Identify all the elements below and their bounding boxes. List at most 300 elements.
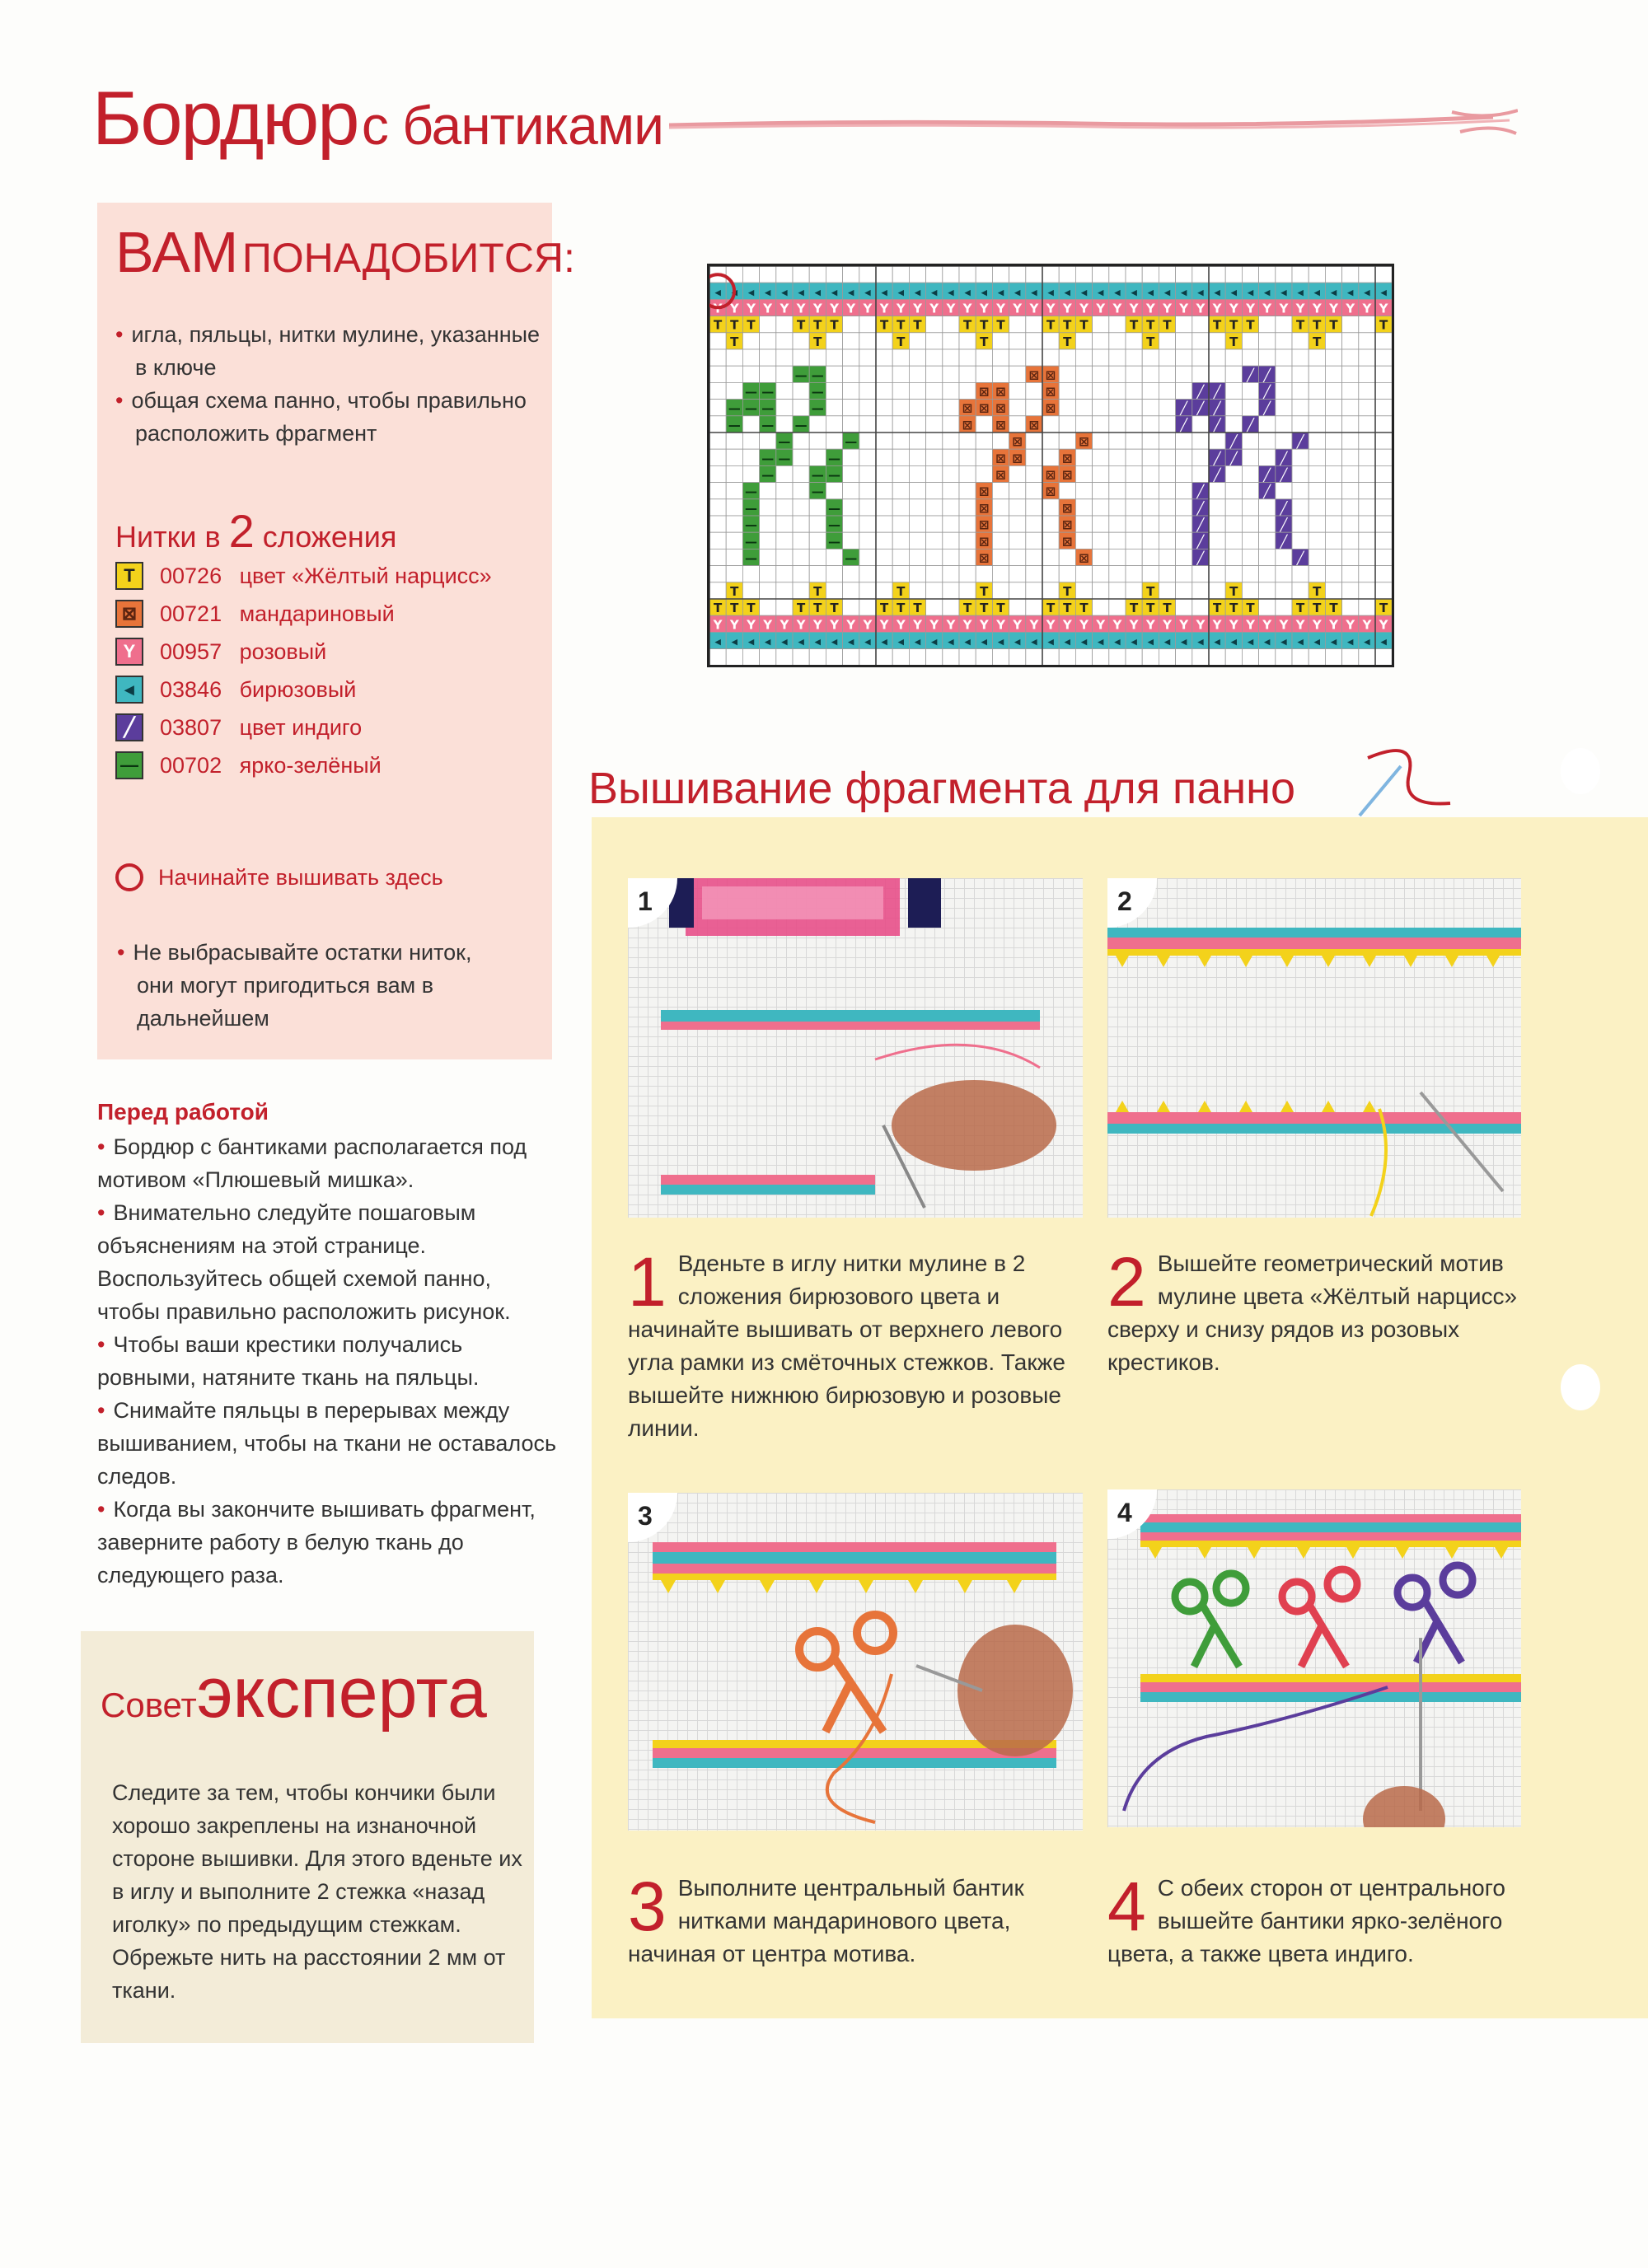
chart-cell bbox=[1276, 649, 1292, 665]
chart-symbol: Y bbox=[1379, 301, 1388, 316]
chart-symbol: Y bbox=[1163, 301, 1172, 316]
chart-cell bbox=[1342, 400, 1359, 416]
chart-symbol: ◂ bbox=[1280, 284, 1287, 300]
chart-cell bbox=[892, 483, 909, 499]
chart-cell bbox=[1176, 532, 1192, 549]
chart-cell bbox=[876, 582, 892, 599]
chart-cell bbox=[1093, 566, 1109, 582]
chart-symbol: T bbox=[1313, 317, 1322, 333]
chart-symbol: ◂ bbox=[914, 284, 921, 300]
chart-symbol: Y bbox=[1112, 301, 1122, 316]
chart-cell bbox=[826, 549, 842, 565]
chart-symbol: Y bbox=[946, 617, 956, 633]
chart-symbol: — bbox=[745, 500, 757, 516]
chart-cell bbox=[843, 349, 859, 366]
chart-cell bbox=[909, 333, 925, 349]
chart-cell bbox=[1059, 566, 1075, 582]
page-title bbox=[92, 76, 663, 162]
chart-cell bbox=[1342, 566, 1359, 582]
chart-cell bbox=[1292, 382, 1309, 399]
chart-cell bbox=[793, 449, 809, 465]
chart-cell bbox=[943, 516, 959, 532]
chart-cell bbox=[1093, 599, 1109, 615]
chart-cell bbox=[742, 649, 759, 665]
chart-cell bbox=[709, 433, 726, 449]
chart-symbol: T bbox=[1146, 334, 1155, 349]
chart-cell bbox=[943, 649, 959, 665]
chart-symbol: Y bbox=[1013, 617, 1023, 633]
chart-cell bbox=[793, 532, 809, 549]
chart-cell bbox=[1042, 549, 1059, 565]
chart-cell bbox=[876, 433, 892, 449]
chart-symbol: T bbox=[1313, 334, 1322, 349]
chart-cell bbox=[793, 333, 809, 349]
chart-symbol: T bbox=[796, 601, 806, 616]
chart-cell bbox=[1325, 516, 1341, 532]
chart-cell bbox=[1026, 599, 1042, 615]
chart-cell bbox=[1109, 516, 1126, 532]
chart-symbol: T bbox=[1329, 601, 1338, 616]
step-number-badge: 2 bbox=[1107, 878, 1157, 928]
step-2-description: Вышейте геометрический мотив мулине цвета «Жёлтый нарцисс» сверху и снизу рядов из розовых крестиков. bbox=[1107, 1251, 1518, 1375]
chart-symbol: ◂ bbox=[1080, 634, 1088, 649]
chart-cell bbox=[1142, 465, 1159, 482]
threads-suffix: сложения bbox=[262, 520, 397, 554]
chart-cell bbox=[1009, 465, 1026, 482]
chart-cell bbox=[1159, 649, 1175, 665]
chart-cell bbox=[776, 382, 793, 399]
chart-cell bbox=[1375, 499, 1392, 516]
chart-cell bbox=[1292, 582, 1309, 599]
chart-cell bbox=[1159, 516, 1175, 532]
chart-symbol: ◂ bbox=[881, 284, 887, 300]
chart-symbol: ╱ bbox=[1263, 400, 1271, 416]
chart-cell bbox=[909, 465, 925, 482]
chart-cell bbox=[926, 416, 943, 433]
chart-cell bbox=[1359, 449, 1375, 465]
chart-cell bbox=[1242, 483, 1258, 499]
chart-cell bbox=[809, 649, 826, 665]
chart-symbol: ╱ bbox=[1196, 500, 1205, 516]
chart-cell bbox=[826, 366, 842, 382]
chart-cell bbox=[859, 400, 876, 416]
chart-cell bbox=[959, 465, 976, 482]
chart-cell bbox=[1342, 266, 1359, 283]
chart-symbol: ◂ bbox=[798, 634, 804, 649]
chart-cell bbox=[742, 366, 759, 382]
chart-cell bbox=[1176, 433, 1192, 449]
chart-cell bbox=[926, 316, 943, 333]
chart-cell bbox=[1176, 333, 1192, 349]
chart-symbol: ⊠ bbox=[1012, 434, 1023, 450]
chart-symbol: ◂ bbox=[731, 284, 738, 300]
chart-cell bbox=[843, 416, 859, 433]
chart-symbol: ◂ bbox=[798, 284, 804, 300]
chart-cell bbox=[1192, 566, 1209, 582]
chart-cell bbox=[1209, 549, 1225, 565]
chart-cell bbox=[1359, 316, 1375, 333]
chart-cell bbox=[1309, 400, 1325, 416]
chart-cell bbox=[776, 266, 793, 283]
chart-symbol: — bbox=[794, 367, 808, 383]
chart-cell bbox=[843, 516, 859, 532]
chart-symbol: T bbox=[996, 601, 1005, 616]
chart-cell bbox=[1026, 316, 1042, 333]
chart-cell bbox=[1109, 366, 1126, 382]
chart-cell bbox=[892, 416, 909, 433]
chart-cell bbox=[1059, 649, 1075, 665]
chart-cell bbox=[1192, 582, 1209, 599]
chart-symbol: Y bbox=[863, 301, 873, 316]
chart-cell bbox=[1359, 366, 1375, 382]
chart-cell bbox=[809, 532, 826, 549]
chart-cell bbox=[1026, 449, 1042, 465]
chart-cell bbox=[926, 266, 943, 283]
chart-symbol: T bbox=[1329, 317, 1338, 333]
chart-cell bbox=[909, 382, 925, 399]
chart-symbol: ◂ bbox=[1297, 284, 1304, 300]
chart-symbol: ╱ bbox=[1196, 484, 1205, 499]
expert-tip-text: Следите за тем, чтобы кончики были хорошо закреплены на изнаночной стороне вышивки. Для этого вденьте их в иглу и выполните 2 стежка «назад иголку» по предыдущим стежкам. Обрежьте нить на расстоянии 2 мм от ткани. bbox=[112, 1780, 522, 2003]
legend-name: цвет «Жёлтый нарцисс» bbox=[233, 563, 492, 588]
chart-cell bbox=[1209, 266, 1225, 283]
chart-cell bbox=[926, 382, 943, 399]
chart-symbol: ◂ bbox=[1064, 634, 1071, 649]
chart-symbol: ⊠ bbox=[995, 384, 1006, 400]
chart-symbol: — bbox=[745, 550, 757, 566]
chart-cell bbox=[1142, 532, 1159, 549]
chart-cell bbox=[1375, 333, 1392, 349]
chart-cell bbox=[1276, 316, 1292, 333]
before-work-item: • Бордюр с бантиками располагается под мотивом «Плюшевый мишка». bbox=[97, 1130, 559, 1196]
chart-cell bbox=[709, 532, 726, 549]
chart-symbol: T bbox=[1046, 601, 1056, 616]
chart-symbol: ╱ bbox=[1296, 434, 1304, 450]
chart-cell bbox=[1242, 400, 1258, 416]
chart-cell bbox=[1026, 349, 1042, 366]
chart-cell bbox=[943, 333, 959, 349]
chart-cell bbox=[909, 433, 925, 449]
chart-cell bbox=[726, 366, 742, 382]
chart-cell bbox=[1192, 316, 1209, 333]
chart-symbol: T bbox=[730, 601, 739, 616]
chart-symbol: Y bbox=[1145, 301, 1155, 316]
chart-cell bbox=[709, 566, 726, 582]
chart-cell bbox=[1126, 349, 1142, 366]
chart-symbol: ╱ bbox=[1229, 451, 1238, 466]
chart-cell bbox=[726, 483, 742, 499]
chart-cell bbox=[1009, 649, 1026, 665]
chart-symbol: ◂ bbox=[781, 284, 788, 300]
chart-cell bbox=[1309, 266, 1325, 283]
chart-cell bbox=[1209, 532, 1225, 549]
chart-symbol: ◂ bbox=[747, 634, 755, 649]
chart-symbol: ◂ bbox=[764, 634, 771, 649]
chart-cell bbox=[1225, 400, 1242, 416]
chart-cell bbox=[1009, 532, 1026, 549]
chart-cell bbox=[1109, 316, 1126, 333]
chart-symbol: T bbox=[713, 601, 723, 616]
chart-cell bbox=[976, 433, 992, 449]
chart-symbol: ╱ bbox=[1263, 367, 1271, 383]
chart-symbol: ╱ bbox=[1196, 517, 1205, 533]
chart-symbol: Y bbox=[1212, 617, 1222, 633]
step-1-text bbox=[628, 1243, 1073, 1445]
chart-cell bbox=[742, 416, 759, 433]
chart-cell bbox=[943, 465, 959, 482]
chart-cell bbox=[843, 449, 859, 465]
chart-cell bbox=[1026, 499, 1042, 516]
chart-cell bbox=[1042, 349, 1059, 366]
chart-cell bbox=[1009, 333, 1026, 349]
chart-cell bbox=[1109, 433, 1126, 449]
chart-cell bbox=[1325, 549, 1341, 565]
chart-cell bbox=[1159, 449, 1175, 465]
chart-symbol: — bbox=[728, 400, 741, 416]
chart-cell bbox=[1093, 366, 1109, 382]
chart-cell bbox=[1176, 465, 1192, 482]
chart-symbol: ╱ bbox=[1196, 400, 1205, 416]
chart-symbol: T bbox=[1229, 317, 1238, 333]
chart-cell bbox=[926, 499, 943, 516]
materials-item: • общая схема панно, чтобы правильно расположить фрагмент bbox=[115, 384, 544, 450]
chart-symbol: ◂ bbox=[764, 284, 771, 300]
before-work-item: • Снимайте пяльцы в перерывах между вышиванием, чтобы на ткани не оставалось следов. bbox=[97, 1394, 559, 1493]
chart-cell bbox=[1009, 382, 1026, 399]
chart-cell bbox=[1292, 649, 1309, 665]
chart-cell bbox=[1342, 499, 1359, 516]
chart-cell bbox=[1209, 582, 1225, 599]
chart-cell bbox=[1209, 516, 1225, 532]
chart-symbol: ╱ bbox=[1213, 417, 1221, 433]
chart-cell bbox=[1242, 382, 1258, 399]
chart-symbol: T bbox=[813, 317, 822, 333]
chart-cell bbox=[1159, 382, 1175, 399]
chart-symbol: — bbox=[761, 400, 775, 416]
chart-symbol: ◂ bbox=[831, 634, 838, 649]
chart-cell bbox=[1342, 382, 1359, 399]
chart-cell bbox=[909, 400, 925, 416]
chart-cell bbox=[1342, 532, 1359, 549]
chart-cell bbox=[1225, 566, 1242, 582]
chart-symbol: Y bbox=[979, 617, 989, 633]
chart-cell bbox=[992, 483, 1009, 499]
chart-cell bbox=[1026, 566, 1042, 582]
chart-symbol: ◂ bbox=[1313, 634, 1321, 649]
chart-cell bbox=[709, 366, 726, 382]
chart-cell bbox=[909, 349, 925, 366]
chart-cell bbox=[1059, 382, 1075, 399]
chart-cell bbox=[1093, 532, 1109, 549]
chart-cell bbox=[843, 566, 859, 582]
legend-row bbox=[115, 633, 492, 671]
chart-symbol: ⊠ bbox=[979, 534, 990, 549]
chart-cell bbox=[1026, 582, 1042, 599]
chart-cell bbox=[1276, 549, 1292, 565]
chart-symbol: Y bbox=[879, 617, 889, 633]
chart-symbol: ◂ bbox=[1180, 284, 1187, 300]
chart-cell bbox=[1309, 382, 1325, 399]
chart-cell bbox=[826, 416, 842, 433]
chart-symbol: ◂ bbox=[847, 634, 854, 649]
chart-cell bbox=[1325, 649, 1341, 665]
chart-cell bbox=[776, 532, 793, 549]
chart-cell bbox=[943, 582, 959, 599]
chart-cell bbox=[726, 649, 742, 665]
chart-cell bbox=[1093, 549, 1109, 565]
chart-symbol: T bbox=[1063, 583, 1072, 599]
before-work-item: • Внимательно следуйте пошаговым объяснениям на этой странице. Воспользуйтесь общей схемой панно, чтобы правильно расположить рисунок. bbox=[97, 1196, 559, 1328]
legend-name: бирюзовый bbox=[233, 676, 357, 702]
chart-symbol: T bbox=[813, 583, 822, 599]
chart-cell bbox=[1309, 499, 1325, 516]
chart-cell bbox=[809, 266, 826, 283]
chart-cell bbox=[809, 566, 826, 582]
chart-cell bbox=[1276, 333, 1292, 349]
chart-cell bbox=[1225, 532, 1242, 549]
step-photo-4-art bbox=[1107, 1489, 1521, 1827]
chart-symbol: ◂ bbox=[1230, 634, 1238, 649]
step-3-number: 3 bbox=[628, 1868, 667, 1945]
chart-cell bbox=[843, 333, 859, 349]
chart-symbol: Y bbox=[962, 301, 972, 316]
chart-cell bbox=[1325, 449, 1341, 465]
chart-symbol: ⊠ bbox=[962, 400, 973, 416]
chart-cell bbox=[992, 433, 1009, 449]
chart-symbol: T bbox=[813, 334, 822, 349]
chart-symbol: ◂ bbox=[1313, 284, 1321, 300]
chart-cell bbox=[926, 599, 943, 615]
chart-symbol: T bbox=[1295, 601, 1305, 616]
chart-cell bbox=[892, 649, 909, 665]
chart-symbol: — bbox=[761, 417, 775, 433]
chart-cell bbox=[826, 433, 842, 449]
chart-symbol: Y bbox=[1046, 301, 1056, 316]
chart-cell bbox=[1209, 649, 1225, 665]
chart-symbol: ◂ bbox=[1247, 634, 1254, 649]
chart-cell bbox=[709, 416, 726, 433]
chart-symbol: ◂ bbox=[864, 634, 871, 649]
chart-symbol: ╱ bbox=[1280, 451, 1288, 466]
chart-cell bbox=[1159, 549, 1175, 565]
chart-cell bbox=[1093, 433, 1109, 449]
chart-cell bbox=[1093, 333, 1109, 349]
chart-cell bbox=[1359, 465, 1375, 482]
chart-cell bbox=[1093, 582, 1109, 599]
chart-cell bbox=[1292, 349, 1309, 366]
chart-cell bbox=[1225, 649, 1242, 665]
chart-cell bbox=[1375, 433, 1392, 449]
chart-symbol: — bbox=[845, 434, 858, 450]
chart-cell bbox=[1225, 465, 1242, 482]
legend-label bbox=[160, 753, 382, 779]
chart-cell bbox=[1093, 499, 1109, 516]
chart-cell bbox=[1075, 483, 1092, 499]
chart-cell bbox=[1126, 433, 1142, 449]
chart-cell bbox=[760, 333, 776, 349]
color-legend bbox=[115, 557, 492, 784]
chart-symbol: ⊠ bbox=[1045, 384, 1056, 400]
chart-cell bbox=[1259, 499, 1276, 516]
chart-symbol: T bbox=[962, 601, 972, 616]
step-1-number: 1 bbox=[628, 1243, 667, 1321]
chart-cell bbox=[892, 433, 909, 449]
chart-cell bbox=[876, 499, 892, 516]
legend-label bbox=[160, 677, 356, 703]
chart-symbol: ◂ bbox=[1214, 634, 1220, 649]
chart-cell bbox=[1059, 549, 1075, 565]
chart-cell bbox=[1176, 566, 1192, 582]
chart-cell bbox=[726, 433, 742, 449]
chart-cell bbox=[1325, 465, 1341, 482]
chart-cell bbox=[826, 400, 842, 416]
chart-symbol: ╱ bbox=[1196, 384, 1205, 400]
chart-cell bbox=[909, 649, 925, 665]
chart-cell bbox=[1359, 382, 1375, 399]
chart-cell bbox=[959, 366, 976, 382]
chart-cell bbox=[943, 316, 959, 333]
chart-cell bbox=[943, 566, 959, 582]
threads-heading bbox=[115, 504, 396, 558]
chart-symbol: Y bbox=[796, 301, 806, 316]
chart-symbol: ◂ bbox=[781, 634, 788, 649]
chart-cell bbox=[926, 483, 943, 499]
chart-cell bbox=[726, 449, 742, 465]
chart-symbol: Y bbox=[763, 617, 773, 633]
chart-symbol: ⊠ bbox=[1062, 467, 1073, 483]
chart-cell bbox=[726, 465, 742, 482]
chart-cell bbox=[1325, 582, 1341, 599]
chart-cell bbox=[1359, 566, 1375, 582]
chart-cell bbox=[760, 366, 776, 382]
legend-code: 00957 bbox=[160, 638, 222, 664]
chart-cell bbox=[1059, 400, 1075, 416]
chart-cell bbox=[1292, 266, 1309, 283]
chart-symbol: ◂ bbox=[997, 284, 1004, 300]
chart-cell bbox=[1109, 382, 1126, 399]
chart-cell bbox=[959, 566, 976, 582]
step-3-description: Выполните центральный бантик нитками мандаринового цвета, начиная от центра мотива. bbox=[628, 1875, 1024, 1966]
chart-symbol: Y bbox=[1312, 301, 1322, 316]
chart-cell bbox=[1109, 566, 1126, 582]
chart-cell bbox=[1042, 499, 1059, 516]
legend-row bbox=[115, 557, 492, 595]
chart-symbol: Y bbox=[896, 617, 906, 633]
chart-cell bbox=[876, 566, 892, 582]
chart-cell bbox=[1059, 266, 1075, 283]
chart-cell bbox=[892, 516, 909, 532]
chart-cell bbox=[709, 483, 726, 499]
chart-symbol: — bbox=[745, 534, 757, 549]
chart-symbol: Y bbox=[1129, 617, 1139, 633]
chart-cell bbox=[926, 649, 943, 665]
chart-symbol: ⊠ bbox=[1079, 434, 1089, 450]
chart-symbol: ◂ bbox=[1330, 284, 1337, 300]
legend-row bbox=[115, 671, 492, 708]
chart-symbol: ◂ bbox=[881, 634, 887, 649]
chart-cell bbox=[1192, 599, 1209, 615]
chart-cell bbox=[943, 499, 959, 516]
chart-cell bbox=[1309, 433, 1325, 449]
chart-cell bbox=[1142, 449, 1159, 465]
chart-cell bbox=[1109, 465, 1126, 482]
chart-symbol: ◂ bbox=[1297, 634, 1304, 649]
chart-cell bbox=[976, 366, 992, 382]
chart-cell bbox=[1259, 532, 1276, 549]
chart-symbol: ⊠ bbox=[1062, 500, 1073, 516]
chart-cell bbox=[1359, 599, 1375, 615]
chart-symbol: ◂ bbox=[847, 284, 854, 300]
